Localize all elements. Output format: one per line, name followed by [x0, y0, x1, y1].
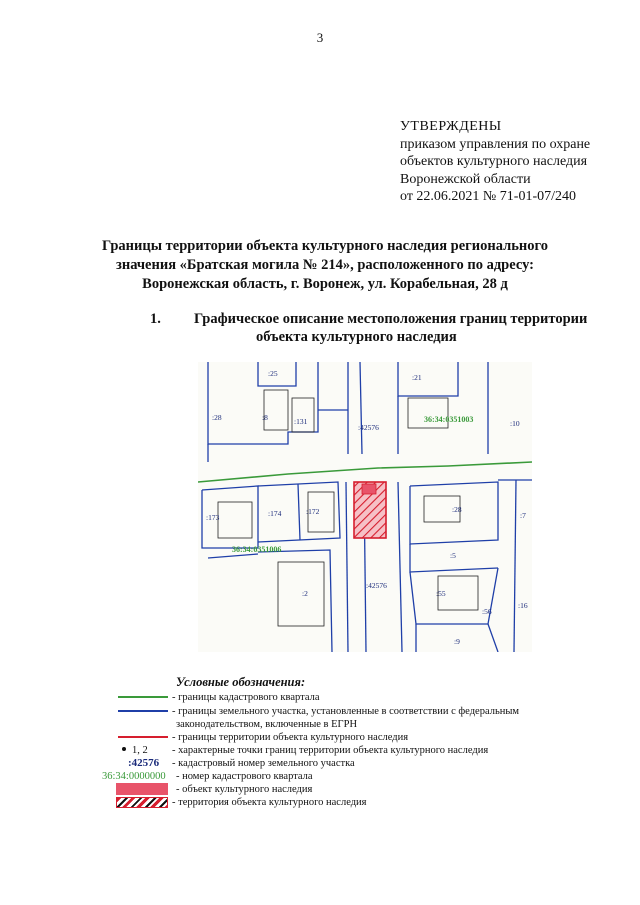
map-label-28-left: :28	[212, 413, 222, 422]
map-label-9: :9	[454, 637, 460, 646]
parcel-line-swatch	[118, 710, 168, 712]
legend-row-object	[100, 783, 540, 796]
legend-text-territory: - территория объекта культурного наследия	[172, 797, 367, 808]
map-label-7: :7	[520, 511, 526, 520]
approval-line-4: Воронежской области	[400, 171, 531, 187]
legend-row-territory	[100, 796, 540, 809]
approval-line-1: УТВЕРЖДЕНЫ	[400, 119, 502, 134]
map-label-2: :2	[302, 589, 308, 598]
legend-text-parcel-border-2: законодательством, включенные в ЕГРН	[176, 719, 358, 730]
map-label-28-right: :28	[452, 505, 462, 514]
map-label-174: :174	[268, 509, 282, 518]
map-label-10: :10	[510, 419, 520, 428]
legend-text-cadastral: - кадастровый номер земельного участка	[172, 758, 355, 769]
map-label-16: :16	[518, 601, 528, 610]
approval-line-5: от 22.06.2021 № 71-01-07/240	[400, 189, 577, 204]
legend-row-points	[100, 744, 540, 757]
territory-hatch-swatch	[116, 797, 168, 808]
map-label-173: :173	[206, 513, 220, 522]
map-label-8: :8	[262, 413, 268, 422]
legend-row-parcel-border-cont	[100, 718, 540, 731]
map-label-21: :21	[412, 373, 422, 382]
legend-row-territory-border	[100, 731, 540, 744]
map-label-42576-bottom: :42576	[366, 581, 387, 590]
map-label-42576-top: :42576	[358, 423, 379, 432]
document-title	[60, 237, 590, 294]
legend-row-quarter-border	[100, 691, 540, 704]
territory-line-swatch	[118, 736, 168, 738]
points-symbol-text: 1, 2	[132, 745, 148, 756]
object-swatch	[116, 783, 168, 795]
legend-row-parcel-border	[100, 705, 540, 718]
title-line-2: значения «Братская могила № 214», расположенного по адресу:	[116, 257, 534, 273]
page-number: 3	[316, 30, 324, 45]
legend-text-territory-border: - границы территории объекта культурного наследия	[172, 732, 409, 743]
cadastral-map	[198, 362, 532, 652]
cadastral-symbol: :42576	[128, 757, 160, 769]
map-label-25: :25	[268, 369, 278, 378]
map-label-quarter-2: 36:34:0351006	[232, 545, 282, 554]
title-line-1: Границы территории объекта культурного наследия регионального	[102, 238, 548, 254]
legend-text-object: - объект культурного наследия	[176, 784, 313, 795]
section-number: 1.	[150, 311, 161, 327]
points-symbol	[122, 744, 148, 757]
legend-text-parcel-border-1: - границы земельного участка, установленные в соответствии с федеральным	[172, 706, 520, 717]
map-label-172: :172	[306, 507, 320, 516]
quarter-line-swatch	[118, 696, 168, 698]
heritage-object	[362, 484, 376, 494]
section-title-line-1: Графическое описание местоположения границ территории	[194, 311, 588, 327]
approval-line-3: объектов культурного наследия	[400, 154, 588, 169]
map-label-5: :5	[450, 551, 456, 560]
point-dot-icon	[122, 747, 126, 751]
section-title-line-2: объекта культурного наследия	[256, 329, 457, 345]
map-label-quarter-1: 36:34:0351003	[424, 415, 474, 424]
legend-text-quarter-border: - границы кадастрового квартала	[172, 692, 320, 703]
map-label-56: :56	[482, 607, 492, 616]
map-label-55: :55	[436, 589, 446, 598]
title-line-3: Воронежская область, г. Воронеж, ул. Корабельная, 28 д	[142, 276, 508, 292]
quarter-number-symbol: 36:34:0000000	[102, 771, 166, 782]
legend-title: Условные обозначения:	[176, 675, 306, 689]
legend-text-quarter-number: - номер кадастрового квартала	[176, 771, 313, 782]
legend-row-quarter-number	[100, 770, 540, 783]
legend-row-cadastral	[100, 757, 540, 770]
approval-line-2: приказом управления по охране	[400, 136, 591, 152]
map-label-131: :131	[294, 417, 308, 426]
legend-text-points: - характерные точки границ территории объекта культурного наследия	[172, 745, 489, 756]
approval-block	[400, 118, 590, 206]
